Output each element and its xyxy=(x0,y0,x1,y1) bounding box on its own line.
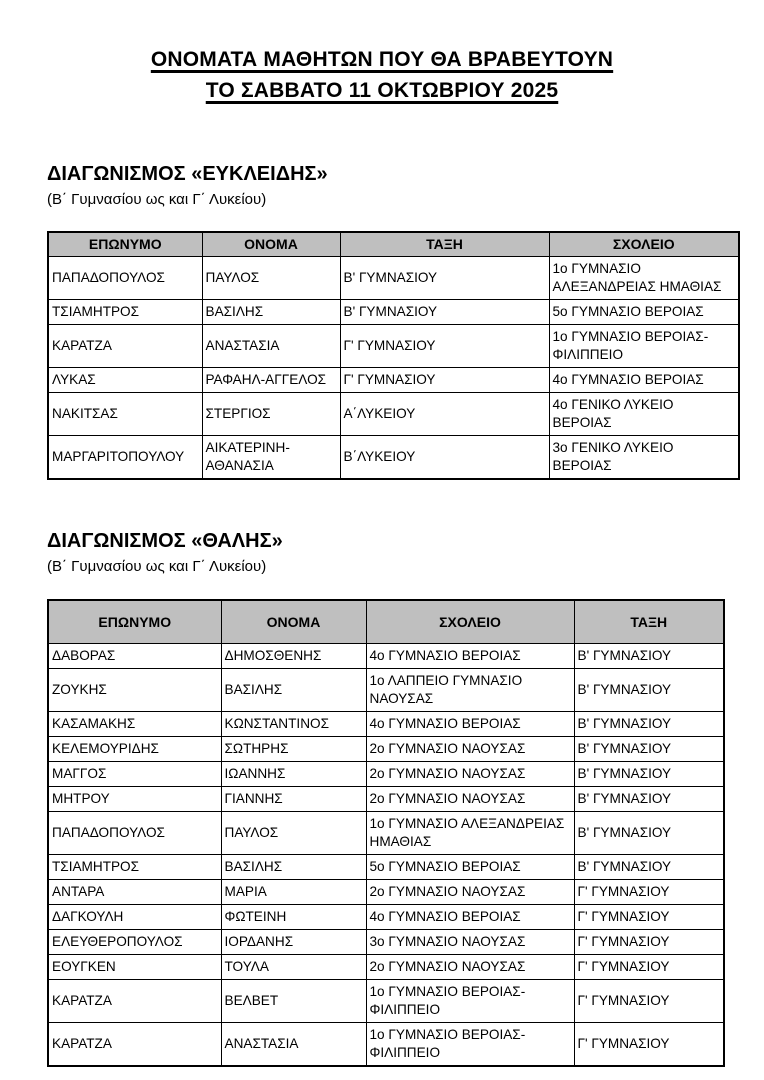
table-row xyxy=(48,855,724,880)
header-row xyxy=(48,600,724,644)
table-cell: ΤΣΙΑΜΗΤΡΟΣ xyxy=(48,299,202,324)
table-cell: ΡΑΦΑΗΛ-ΑΓΓΕΛΟΣ xyxy=(202,367,340,392)
table-cell: 4ο ΓΥΜΝΑΣΙΟ ΒΕΡΟΙΑΣ xyxy=(366,905,574,930)
section-heading-thales: ΔΙΑΓΩΝΙΣΜΟΣ «ΘΑΛΗΣ» xyxy=(47,529,283,552)
table-row xyxy=(48,712,724,737)
column-header: ΟΝΟΜΑ xyxy=(221,600,366,644)
table-row xyxy=(48,762,724,787)
table-cell: 1ο ΓΥΜΝΑΣΙΟ ΒΕΡΟΙΑΣ-ΦΙΛΙΠΠΕΙΟ xyxy=(366,980,574,1023)
table-cell: ΜΗΤΡΟΥ xyxy=(48,787,221,812)
table-cell: ΑΙΚΑΤΕΡΙΝΗ-ΑΘΑΝΑΣΙΑ xyxy=(202,435,340,479)
table-cell: ΠΑΠΑΔΟΠΟΥΛΟΣ xyxy=(48,812,221,855)
table-cell: 4ο ΓΕΝΙΚΟ ΛΥΚΕΙΟ ΒΕΡΟΙΑΣ xyxy=(549,392,739,435)
table-cell: ΚΩΝΣΤΑΝΤΙΝΟΣ xyxy=(221,712,366,737)
table-cell: ΙΟΡΔΑΝΗΣ xyxy=(221,930,366,955)
table-row xyxy=(48,787,724,812)
table-row xyxy=(48,955,724,980)
table-cell: 1ο ΛΑΠΠΕΙΟ ΓΥΜΝΑΣΙΟ ΝΑΟΥΣΑΣ xyxy=(366,669,574,712)
table-row xyxy=(48,980,724,1023)
table-cell: 1ο ΓΥΜΝΑΣΙΟ ΑΛΕΞΑΝΔΡΕΙΑΣ ΗΜΑΘΙΑΣ xyxy=(549,256,739,299)
table-cell: Γ' ΓΥΜΝΑΣΙΟΥ xyxy=(574,880,724,905)
results-table-euclid xyxy=(47,231,740,480)
section-subheading-thales: (Β΄ Γυμνασίου ως και Γ΄ Λυκείου) xyxy=(47,557,267,575)
column-header: ΣΧΟΛΕΙΟ xyxy=(549,232,739,256)
table-row xyxy=(48,324,739,367)
table-cell: 2ο ΓΥΜΝΑΣΙΟ ΝΑΟΥΣΑΣ xyxy=(366,762,574,787)
table-cell: ΒΑΣΙΛΗΣ xyxy=(202,299,340,324)
column-header: ΕΠΩΝΥΜΟ xyxy=(48,232,202,256)
table-cell: 3ο ΓΥΜΝΑΣΙΟ ΝΑΟΥΣΑΣ xyxy=(366,930,574,955)
table-cell: 4ο ΓΥΜΝΑΣΙΟ ΒΕΡΟΙΑΣ xyxy=(366,644,574,669)
table-row xyxy=(48,256,739,299)
table-cell: Γ' ΓΥΜΝΑΣΙΟΥ xyxy=(340,324,549,367)
table-cell: ΑΝΑΣΤΑΣΙΑ xyxy=(202,324,340,367)
table-cell: Γ' ΓΥΜΝΑΣΙΟΥ xyxy=(574,955,724,980)
table-cell: 2ο ΓΥΜΝΑΣΙΟ ΝΑΟΥΣΑΣ xyxy=(366,955,574,980)
header-row xyxy=(48,232,739,256)
results-table-thales xyxy=(47,599,725,1068)
table-cell: ΤΟΥΛΑ xyxy=(221,955,366,980)
table-cell: ΑΝΑΣΤΑΣΙΑ xyxy=(221,1023,366,1067)
section-thales xyxy=(47,529,723,1068)
table-row xyxy=(48,669,724,712)
table-cell: Γ' ΓΥΜΝΑΣΙΟΥ xyxy=(340,367,549,392)
table-cell: Γ' ΓΥΜΝΑΣΙΟΥ xyxy=(574,905,724,930)
table-cell: ΙΩΑΝΝΗΣ xyxy=(221,762,366,787)
table-cell: ΔΗΜΟΣΘΕΝΗΣ xyxy=(221,644,366,669)
table-cell: ΓΙΑΝΝΗΣ xyxy=(221,787,366,812)
table-cell: ΕΟΥΓΚΕΝ xyxy=(48,955,221,980)
table-row xyxy=(48,737,724,762)
table-cell: 3ο ΓΕΝΙΚΟ ΛΥΚΕΙΟ ΒΕΡΟΙΑΣ xyxy=(549,435,739,479)
table-cell: ΜΑΓΓΟΣ xyxy=(48,762,221,787)
section-heading-euclid: ΔΙΑΓΩΝΙΣΜΟΣ «ΕΥΚΛΕΙΔΗΣ» xyxy=(47,163,328,185)
page-title-line-1: ΟΝΟΜΑΤΑ ΜΑΘΗΤΩΝ ΠΟΥ ΘΑ ΒΡΑΒΕΥΤΟΥΝ xyxy=(150,48,614,71)
table-cell: 4ο ΓΥΜΝΑΣΙΟ ΒΕΡΟΙΑΣ xyxy=(549,367,739,392)
table-cell: ΜΑΡΓΑΡΙΤΟΠΟΥΛΟΥ xyxy=(48,435,202,479)
table-cell: Β' ΓΥΜΝΑΣΙΟΥ xyxy=(574,669,724,712)
table-cell: 2ο ΓΥΜΝΑΣΙΟ ΝΑΟΥΣΑΣ xyxy=(366,737,574,762)
table-cell: ΦΩΤΕΙΝΗ xyxy=(221,905,366,930)
table-cell: ΤΣΙΑΜΗΤΡΟΣ xyxy=(48,855,221,880)
table-cell: ΚΑΡΑΤΖΑ xyxy=(48,980,221,1023)
table-row xyxy=(48,435,739,479)
table-cell: 5ο ΓΥΜΝΑΣΙΟ ΒΕΡΟΙΑΣ xyxy=(366,855,574,880)
table-row xyxy=(48,930,724,955)
table-cell: Β΄ΛΥΚΕΙΟΥ xyxy=(340,435,549,479)
table-cell: 4ο ΓΥΜΝΑΣΙΟ ΒΕΡΟΙΑΣ xyxy=(366,712,574,737)
column-header: ΤΑΞΗ xyxy=(574,600,724,644)
table-cell: ΛΥΚΑΣ xyxy=(48,367,202,392)
table-cell: Β' ΓΥΜΝΑΣΙΟΥ xyxy=(574,787,724,812)
table-row xyxy=(48,392,739,435)
table-cell: ΣΩΤΗΡΗΣ xyxy=(221,737,366,762)
table-cell: Γ' ΓΥΜΝΑΣΙΟΥ xyxy=(574,980,724,1023)
table-cell: ΠΑΥΛΟΣ xyxy=(221,812,366,855)
table-cell: Β' ΓΥΜΝΑΣΙΟΥ xyxy=(574,644,724,669)
table-cell: Β' ΓΥΜΝΑΣΙΟΥ xyxy=(574,855,724,880)
table-cell: 1ο ΓΥΜΝΑΣΙΟ ΑΛΕΞΑΝΔΡΕΙΑΣ ΗΜΑΘΙΑΣ xyxy=(366,812,574,855)
table-cell: 2ο ΓΥΜΝΑΣΙΟ ΝΑΟΥΣΑΣ xyxy=(366,787,574,812)
table-cell: Β' ΓΥΜΝΑΣΙΟΥ xyxy=(340,299,549,324)
table-row xyxy=(48,644,724,669)
table-cell: ΒΑΣΙΛΗΣ xyxy=(221,669,366,712)
table-cell: ΚΑΡΑΤΖΑ xyxy=(48,324,202,367)
table-cell: ΚΕΛΕΜΟΥΡΙΔΗΣ xyxy=(48,737,221,762)
table-cell: 1ο ΓΥΜΝΑΣΙΟ ΒΕΡΟΙΑΣ-ΦΙΛΙΠΠΕΙΟ xyxy=(549,324,739,367)
table-cell: ΕΛΕΥΘΕΡΟΠΟΥΛΟΣ xyxy=(48,930,221,955)
table-cell: Β' ΓΥΜΝΑΣΙΟΥ xyxy=(574,712,724,737)
table-cell: ΔΑΒΟΡΑΣ xyxy=(48,644,221,669)
table-row xyxy=(48,812,724,855)
table-cell: Β' ΓΥΜΝΑΣΙΟΥ xyxy=(340,256,549,299)
table-cell: ΔΑΓΚΟΥΛΗ xyxy=(48,905,221,930)
table-cell: 1ο ΓΥΜΝΑΣΙΟ ΒΕΡΟΙΑΣ-ΦΙΛΙΠΠΕΙΟ xyxy=(366,1023,574,1067)
table-cell: ΑΝΤΑΡΑ xyxy=(48,880,221,905)
table-row xyxy=(48,299,739,324)
column-header: ΕΠΩΝΥΜΟ xyxy=(48,600,221,644)
page-title-line-2: ΤΟ ΣΑΒΒΑΤΟ 11 ΟΚΤΩΒΡΙΟΥ 2025 xyxy=(205,79,559,102)
table-cell: Γ' ΓΥΜΝΑΣΙΟΥ xyxy=(574,930,724,955)
table-cell: Β' ΓΥΜΝΑΣΙΟΥ xyxy=(574,812,724,855)
table-row xyxy=(48,905,724,930)
column-header: ΤΑΞΗ xyxy=(340,232,549,256)
table-cell: Β' ΓΥΜΝΑΣΙΟΥ xyxy=(574,762,724,787)
page-title xyxy=(41,44,723,106)
table-cell: ΠΑΥΛΟΣ xyxy=(202,256,340,299)
table-cell: ΣΤΕΡΓΙΟΣ xyxy=(202,392,340,435)
table-row xyxy=(48,367,739,392)
section-euclid xyxy=(47,162,723,480)
table-cell: Γ' ΓΥΜΝΑΣΙΟΥ xyxy=(574,1023,724,1067)
table-cell: ΚΑΡΑΤΖΑ xyxy=(48,1023,221,1067)
table-cell: ΠΑΠΑΔΟΠΟΥΛΟΣ xyxy=(48,256,202,299)
table-cell: ΜΑΡΙΑ xyxy=(221,880,366,905)
table-cell: Α΄ΛΥΚΕΙΟΥ xyxy=(340,392,549,435)
table-cell: ΚΑΣΑΜΑΚΗΣ xyxy=(48,712,221,737)
table-cell: Β' ΓΥΜΝΑΣΙΟΥ xyxy=(574,737,724,762)
table-cell: ΝΑΚΙΤΣΑΣ xyxy=(48,392,202,435)
table-cell: ΒΑΣΙΛΗΣ xyxy=(221,855,366,880)
table-row xyxy=(48,880,724,905)
table-row xyxy=(48,1023,724,1067)
table-cell: ΒΕΛΒΕΤ xyxy=(221,980,366,1023)
table-cell: 5ο ΓΥΜΝΑΣΙΟ ΒΕΡΟΙΑΣ xyxy=(549,299,739,324)
table-cell: 2ο ΓΥΜΝΑΣΙΟ ΝΑΟΥΣΑΣ xyxy=(366,880,574,905)
section-subheading-euclid: (Β΄ Γυμνασίου ως και Γ΄ Λυκείου) xyxy=(47,191,267,208)
column-header: ΟΝΟΜΑ xyxy=(202,232,340,256)
table-cell: ΖΟΥΚΗΣ xyxy=(48,669,221,712)
column-header: ΣΧΟΛΕΙΟ xyxy=(366,600,574,644)
